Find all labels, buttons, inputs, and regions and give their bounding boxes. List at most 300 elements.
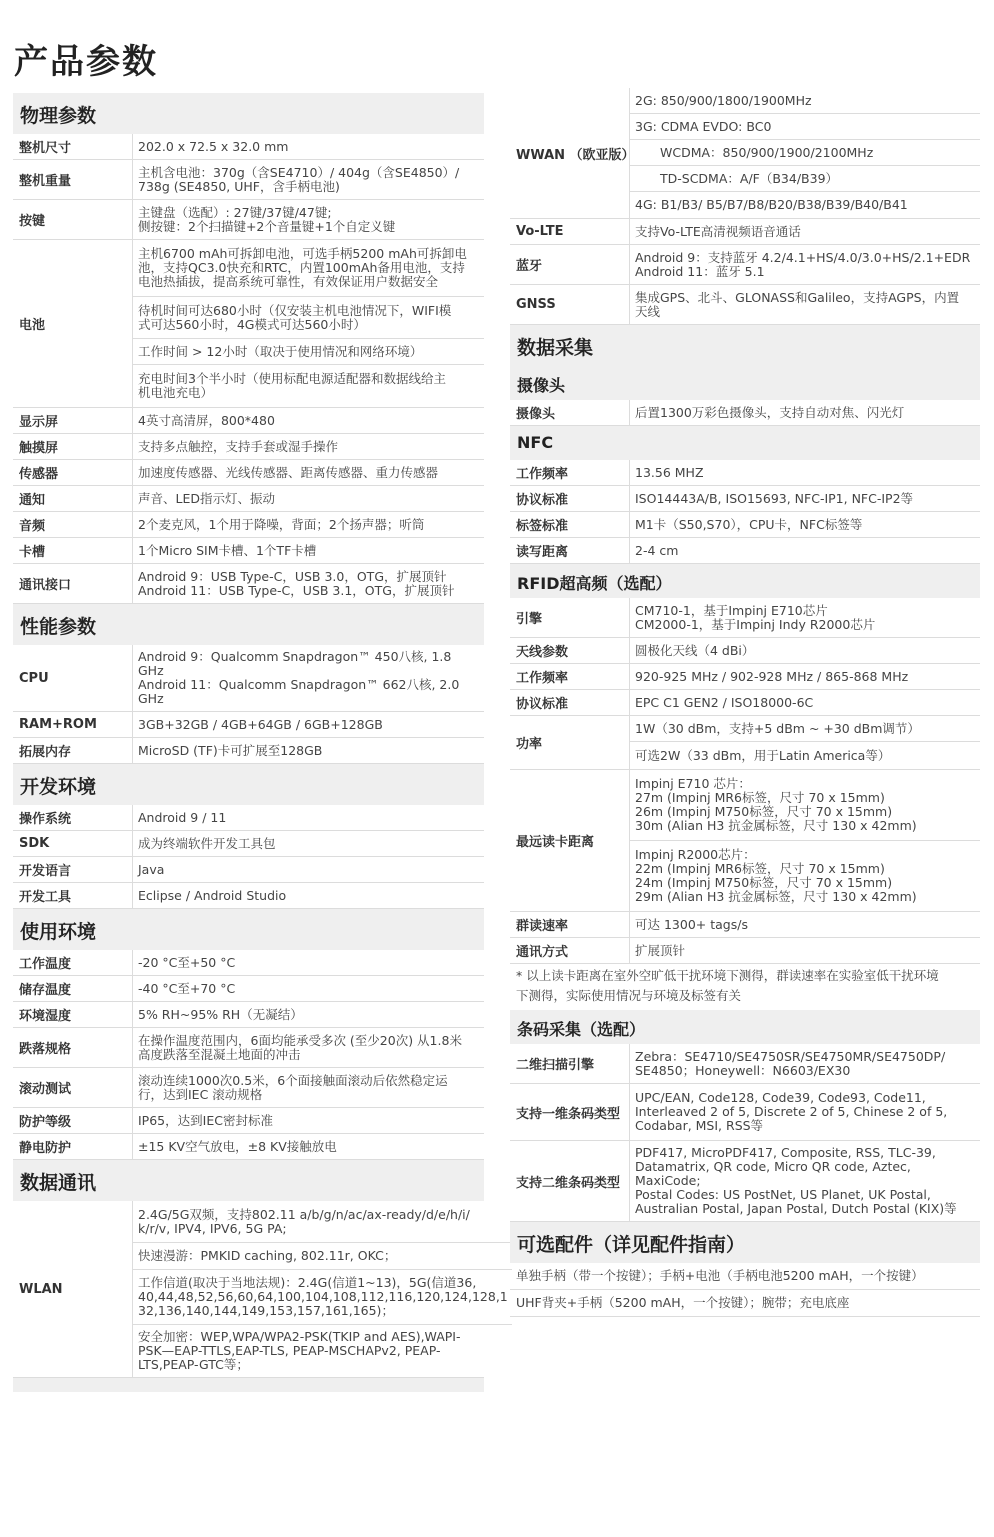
spec-value: [630, 1084, 980, 1140]
spec-value-line: 成为终端软件开发工具包: [138, 835, 276, 851]
right-column: [510, 88, 980, 1317]
spec-label: 储存温度: [13, 976, 133, 1001]
spec-label: 开发语言: [13, 857, 133, 882]
spec-values: [630, 512, 980, 537]
spec-value-line: 可达 1300+ tags/s: [635, 916, 748, 932]
spec-value: [133, 339, 484, 365]
spec-value: [630, 664, 980, 689]
spec-value: [133, 460, 484, 485]
spec-value: [133, 976, 484, 1001]
spec-values: [630, 598, 980, 637]
footnote: [510, 964, 980, 1010]
spec-row: [13, 1068, 484, 1108]
spec-values: [630, 245, 980, 284]
spec-value-line: PDF417, MicroPDF417, Composite, RSS, TLC-39,: [635, 1145, 936, 1160]
section-title: 数据通讯: [13, 1160, 484, 1201]
spec-label: 防护等级: [13, 1108, 133, 1133]
spec-value: [630, 538, 980, 563]
spec-row: [510, 285, 980, 325]
spec-label: 功率: [510, 716, 630, 769]
spec-value-line: Impinj E710 芯片：: [635, 776, 751, 791]
spec-row: [13, 538, 484, 564]
spec-value: [133, 538, 484, 563]
spec-row: [13, 134, 484, 160]
spec-value: [133, 297, 484, 339]
spec-values: [630, 400, 980, 425]
spec-value-line: 快速漫游：PMKID caching, 802.11r, OKC；: [138, 1248, 397, 1263]
spec-value-line: WCDMA：850/900/1900/2100MHz: [660, 144, 874, 160]
spec-values: [133, 564, 484, 603]
spec-value-line: ISO14443A/B, ISO15693, NFC-IP1, NFC-IP2等: [635, 490, 914, 506]
spec-value-line: Impinj R2000芯片：: [635, 847, 756, 862]
spec-value: [133, 1028, 484, 1067]
spec-row: [13, 408, 484, 434]
spec-row: [13, 950, 484, 976]
spec-value-line: 1W（30 dBm，支持+5 dBm ~ +30 dBm调节）: [635, 720, 920, 736]
section-title: 可选配件（详见配件指南）: [510, 1222, 980, 1263]
spec-row: [13, 512, 484, 538]
spec-row: [510, 512, 980, 538]
spec-value-line: 安全加密：WEP,WPA/WPA2-PSK(TKIP and AES),WAPI-: [138, 1329, 461, 1344]
spec-label: 协议标准: [510, 486, 630, 511]
spec-value-line: 侧按键：2个扫描键+2个音量键+1个自定义键: [138, 218, 396, 234]
spec-label: 环境湿度: [13, 1002, 133, 1027]
spec-value: [133, 831, 484, 856]
spec-row: [510, 538, 980, 564]
spec-value-line: 22m (Impinj MR6标签，尺寸 70 x 15mm): [635, 861, 885, 876]
spec-value: [133, 1068, 484, 1107]
spec-label: GNSS: [510, 285, 630, 324]
spec-value: [630, 245, 980, 284]
spec-values: [133, 1134, 484, 1159]
spec-value-line: Interleaved 2 of 5, Discrete 2 of 5, Chinese 2 of 5,: [635, 1104, 948, 1119]
spec-value-line: 在操作温度范围内，6面均能承受多次 (至少20次) 从1.8米: [138, 1032, 462, 1048]
spec-value-line: 24m (Impinj M750标签，尺寸 70 x 15mm): [635, 875, 893, 890]
spec-label: 拓展内存: [13, 738, 133, 763]
spec-value: [133, 805, 484, 830]
spec-value-line: IP65，达到IEC密封标准: [138, 1112, 273, 1128]
spec-value: [133, 1134, 484, 1159]
spec-values: [630, 460, 980, 485]
spec-value: [133, 950, 484, 975]
spec-value: [630, 460, 980, 485]
footnote-line: * 以上读卡距离在室外空旷低干扰环境下测得，群读速率在实验室低干扰环境: [516, 968, 939, 983]
spec-row: [13, 200, 484, 240]
spec-values: [133, 738, 484, 763]
spec-values: [630, 716, 980, 769]
spec-row: [510, 1141, 980, 1222]
spec-row: [510, 770, 980, 912]
spec-row: [510, 400, 980, 426]
spec-value-line: 式可达560小时，4G模式可达560小时）: [138, 316, 366, 332]
spec-value: [133, 1108, 484, 1133]
spec-values: [133, 512, 484, 537]
spec-value: [630, 742, 980, 769]
spec-value: [133, 160, 484, 199]
spec-row: [13, 160, 484, 200]
spec-value-line: 29m (Alian H3 抗金属标签，尺寸 130 x 42mm): [635, 889, 917, 904]
spec-label: 天线参数: [510, 638, 630, 663]
spec-row: [510, 219, 980, 245]
spec-value-line: Android 11：USB Type-C，USB 3.1，OTG，扩展顶针: [138, 582, 455, 598]
section-title: 使用环境: [13, 909, 484, 950]
spec-value-line: SE4850；Honeywell：N6603/EX30: [635, 1062, 851, 1078]
spec-label: Vo-LTE: [510, 219, 630, 244]
spec-value-line: Java: [138, 861, 165, 877]
spec-value-line: 加速度传感器、光线传感器、距离传感器、重力传感器: [138, 464, 439, 480]
spec-value-line: 13.56 MHZ: [635, 464, 704, 480]
spec-row: [13, 1028, 484, 1068]
spec-value: [630, 1044, 980, 1083]
spec-row: [510, 598, 980, 638]
spec-value-line: 待机时间可达680小时（仅安装主机电池情况下，WIFI模: [138, 302, 452, 318]
spec-row: [13, 738, 484, 764]
spec-value-line: LTS,PEAP-GTC等；: [138, 1357, 249, 1372]
spec-row: [13, 564, 484, 604]
spec-value-line: 27m (Impinj MR6标签，尺寸 70 x 15mm): [635, 790, 885, 805]
spec-value-line: Codabar, MSI, RSS等: [635, 1118, 764, 1133]
spec-label: 通讯方式: [510, 938, 630, 963]
spec-value-line: 高度跌落至混凝土地面的冲击: [138, 1046, 301, 1062]
accessory-item: 单独手柄（带一个按键）；手柄+电池（手柄电池5200 mAH，一个按键）: [510, 1263, 980, 1290]
spec-value-line: 支持多点触控，支持手套或湿手操作: [138, 438, 339, 454]
accessory-item: UHF背夹+手柄（5200 mAH，一个按键）；腕带；充电底座: [510, 1290, 980, 1317]
spec-value: [630, 716, 980, 742]
spec-row: [510, 664, 980, 690]
spec-value: [630, 166, 980, 192]
spec-label: 卡槽: [13, 538, 133, 563]
spec-label: CPU: [13, 645, 133, 711]
spec-label: 蓝牙: [510, 245, 630, 284]
spec-value-line: EPC C1 GEN2 / ISO18000-6C: [635, 694, 814, 710]
section-title: 数据采集: [510, 325, 980, 366]
spec-value-line: 3G: CDMA EVDO: BC0: [635, 118, 772, 134]
spec-value-line: 4英寸高清屏，800*480: [138, 412, 275, 428]
spec-value-line: 主键盘（选配）: 27键/37键/47键;: [138, 204, 332, 220]
spec-values: [133, 486, 484, 511]
spec-value-line: TD-SCDMA：A/F（B34/B39）: [660, 170, 839, 186]
spec-value: [630, 690, 980, 715]
spec-label: 通讯接口: [13, 564, 133, 603]
spec-value-line: Datamatrix, QR code, Micro QR code, Aztec, MaxiCode;: [635, 1159, 911, 1188]
spec-value: [133, 512, 484, 537]
spec-value: [133, 738, 484, 763]
spec-value-line: 声音、LED指示灯、振动: [138, 490, 275, 506]
spec-value: [630, 114, 980, 140]
spec-values: [133, 1002, 484, 1027]
section-footer-bar: [13, 1378, 484, 1392]
spec-value-line: 1个Micro SIM卡槽、1个TF卡槽: [138, 542, 317, 558]
spec-value: [630, 1141, 980, 1221]
spec-value-line: 32,136,140,144,149,153,157,161,165)；: [138, 1303, 394, 1318]
spec-value-line: 机电池充电）: [138, 385, 214, 400]
spec-values: [133, 645, 484, 711]
spec-row: [13, 486, 484, 512]
spec-value: [630, 598, 980, 637]
spec-label: 开发工具: [13, 883, 133, 908]
spec-values: [133, 538, 484, 563]
spec-value-line: 行，达到IEC 滚动规格: [138, 1086, 263, 1102]
spec-label: 二维扫描引擎: [510, 1044, 630, 1083]
spec-value-line: 电池热插拔，提高系统可靠性，有效保证用户数据安全: [138, 274, 439, 289]
spec-value: [630, 486, 980, 511]
spec-row: [510, 486, 980, 512]
spec-values: [133, 950, 484, 975]
spec-value: [133, 857, 484, 882]
spec-values: [133, 460, 484, 485]
spec-values: [133, 434, 484, 459]
spec-values: [133, 408, 484, 433]
spec-value-line: -20 °C至+50 °C: [138, 954, 236, 970]
footnote-line: 下测得，实际使用情况与环境及标签有关: [516, 988, 742, 1003]
spec-value: [133, 645, 484, 711]
spec-values: [133, 1201, 512, 1377]
spec-values: [133, 831, 484, 856]
spec-value: [133, 1002, 484, 1027]
spec-value: [630, 285, 980, 324]
spec-value: [133, 434, 484, 459]
spec-value-line: Android 11：蓝牙 5.1: [635, 263, 765, 279]
spec-label: WWAN （欧亚版）: [510, 88, 630, 218]
spec-value-line: 40,44,48,52,56,60,64,100,104,108,112,116,120,124,128,1: [138, 1289, 508, 1304]
spec-value: [133, 200, 484, 239]
spec-label: 支持二维条码类型: [510, 1141, 630, 1221]
spec-values: [133, 160, 484, 199]
spec-value-line: M1卡（S50,S70），CPU卡，NFC标签等: [635, 516, 863, 532]
spec-value-line: 可选2W（33 dBm，用于Latin America等）: [635, 747, 891, 763]
spec-value: [133, 1201, 512, 1243]
spec-label: 标签标准: [510, 512, 630, 537]
spec-label: 支持一维条码类型: [510, 1084, 630, 1140]
spec-label: 引擎: [510, 598, 630, 637]
spec-value-line: 主机6700 mAh可拆卸电池，可选手柄5200 mAh可拆卸电: [138, 246, 467, 261]
spec-row: [510, 1044, 980, 1084]
spec-values: [630, 88, 980, 218]
spec-values: [630, 486, 980, 511]
spec-value-line: 2.4G/5G双频，支持802.11 a/b/g/n/ac/ax-ready/d/e/h/i/: [138, 1206, 470, 1222]
spec-value-line: 支持Vo-LTE高清视频语音通话: [635, 223, 801, 239]
spec-value: [630, 400, 980, 425]
spec-label: 整机重量: [13, 160, 133, 199]
spec-value: [630, 512, 980, 537]
spec-row: [13, 240, 484, 408]
spec-value-line: 3GB+32GB / 4GB+64GB / 6GB+128GB: [138, 716, 383, 732]
section-title: 摄像头: [510, 366, 980, 400]
spec-value-line: Eclipse / Android Studio: [138, 887, 287, 903]
spec-value: [133, 365, 484, 407]
spec-value: [630, 192, 980, 218]
spec-value-line: 920-925 MHz / 902-928 MHz / 865-868 MHz: [635, 668, 909, 684]
spec-value-line: 池，支持QC3.0快充和RTC，内置100mAh备用电池，支持: [138, 260, 465, 275]
spec-value: [630, 219, 980, 244]
spec-values: [133, 1068, 484, 1107]
spec-label: 跌落规格: [13, 1028, 133, 1067]
spec-row: [510, 88, 980, 219]
spec-label: 最远读卡距离: [510, 770, 630, 911]
spec-label: 摄像头: [510, 400, 630, 425]
spec-row: [13, 831, 484, 857]
spec-values: [630, 1141, 980, 1221]
spec-value: [630, 88, 980, 114]
spec-values: [133, 134, 484, 159]
spec-value-line: 后置1300万彩色摄像头，支持自动对焦、闪光灯: [635, 404, 905, 420]
section-title: RFID超高频（选配）: [510, 564, 980, 598]
spec-values: [630, 285, 980, 324]
spec-value: [133, 408, 484, 433]
spec-value-line: 26m (Impinj M750标签，尺寸 70 x 15mm): [635, 804, 893, 819]
spec-row: [13, 1002, 484, 1028]
section-title: 开发环境: [13, 764, 484, 805]
spec-value: [133, 486, 484, 511]
spec-values: [630, 912, 980, 937]
spec-row: [13, 1108, 484, 1134]
spec-value-line: Android 9 / 11: [138, 809, 227, 825]
spec-row: [510, 716, 980, 770]
spec-label: WLAN: [13, 1201, 133, 1377]
spec-values: [133, 857, 484, 882]
spec-row: [13, 1134, 484, 1160]
spec-row: [510, 690, 980, 716]
spec-values: [133, 240, 484, 407]
spec-value: [630, 938, 980, 963]
spec-values: [630, 690, 980, 715]
spec-value: [630, 638, 980, 663]
left-column: [13, 93, 508, 1392]
spec-row: [13, 883, 484, 909]
spec-label: 触摸屏: [13, 434, 133, 459]
spec-values: [630, 638, 980, 663]
spec-label: 操作系统: [13, 805, 133, 830]
spec-label: 传感器: [13, 460, 133, 485]
spec-label: 通知: [13, 486, 133, 511]
spec-row: [13, 645, 484, 712]
spec-row: [13, 857, 484, 883]
spec-row: [13, 460, 484, 486]
spec-value-line: Android 9：支持蓝牙 4.2/4.1+HS/4.0/3.0+HS/2.1+EDR: [635, 249, 971, 265]
spec-value-line: MicroSD (TF)卡可扩展至128GB: [138, 742, 323, 758]
spec-values: [133, 883, 484, 908]
spec-value-line: 滚动连续1000次0.5米，6个面接触面滚动后依然稳定运: [138, 1072, 448, 1088]
spec-value-line: Android 11：Qualcomm Snapdragon™ 662八核, 2.0 GHz: [138, 677, 460, 706]
section-title: 条码采集（选配）: [510, 1010, 980, 1044]
spec-value: [133, 883, 484, 908]
spec-row: [510, 245, 980, 285]
spec-values: [630, 1084, 980, 1140]
spec-value: [133, 134, 484, 159]
section-title: 物理参数: [13, 93, 484, 134]
spec-values: [133, 805, 484, 830]
spec-value-line: 扩展顶针: [635, 942, 686, 958]
spec-values: [133, 200, 484, 239]
spec-row: [13, 976, 484, 1002]
spec-value-line: Zebra：SE4710/SE4750SR/SE4750MR/SE4750DP/: [635, 1048, 946, 1064]
spec-value-line: 30m (Alian H3 抗金属标签，尺寸 130 x 42mm): [635, 818, 917, 833]
spec-value: [133, 564, 484, 603]
spec-label: 读写距离: [510, 538, 630, 563]
spec-value-line: UPC/EAN, Code128, Code39, Code93, Code11,: [635, 1090, 926, 1105]
spec-label: 静电防护: [13, 1134, 133, 1159]
spec-value-line: 2G: 850/900/1800/1900MHz: [635, 92, 812, 108]
spec-label: 工作温度: [13, 950, 133, 975]
spec-value-line: 工作信道(取决于当地法规)：2.4G(信道1~13)，5G(信道36,: [138, 1275, 477, 1290]
section-title: 性能参数: [13, 604, 484, 645]
spec-value: [630, 841, 980, 911]
spec-label: 显示屏: [13, 408, 133, 433]
spec-values: [630, 538, 980, 563]
spec-label: 电池: [13, 240, 133, 407]
spec-value-line: Android 9：Qualcomm Snapdragon™ 450八核, 1.8 GHz: [138, 649, 452, 678]
spec-value-line: 主机含电池：370g（含SE4710）/ 404g（含SE4850）/: [138, 164, 460, 180]
spec-value-line: Australian Postal, Japan Postal, Dutch Postal (KIX)等: [635, 1201, 957, 1216]
spec-value: [630, 912, 980, 937]
spec-label: 整机尺寸: [13, 134, 133, 159]
spec-label: 协议标准: [510, 690, 630, 715]
spec-values: [630, 219, 980, 244]
spec-label: RAM+ROM: [13, 712, 133, 737]
spec-row: [510, 912, 980, 938]
spec-values: [630, 1044, 980, 1083]
spec-value-line: 天线: [635, 303, 661, 319]
spec-row: [510, 638, 980, 664]
spec-label: 按键: [13, 200, 133, 239]
spec-values: [133, 712, 484, 737]
spec-label: 音频: [13, 512, 133, 537]
spec-row: [13, 805, 484, 831]
spec-value: [133, 1325, 512, 1377]
spec-value-line: -40 °C至+70 °C: [138, 980, 236, 996]
spec-value-line: 202.0 x 72.5 x 32.0 mm: [138, 138, 289, 154]
spec-value-line: 2-4 cm: [635, 542, 679, 558]
spec-row: [13, 712, 484, 738]
spec-value-line: CM710-1，基于Impinj E710芯片: [635, 602, 828, 618]
spec-row: [510, 1084, 980, 1141]
spec-value-line: 738g (SE4850, UHF，含手柄电池): [138, 178, 340, 194]
spec-values: [630, 938, 980, 963]
spec-value-line: 5% RH~95% RH（无凝结）: [138, 1006, 303, 1022]
spec-value-line: Postal Codes: US PostNet, US Planet, UK Postal,: [635, 1187, 931, 1202]
spec-value-line: ±15 KV空气放电，±8 KV接触放电: [138, 1138, 337, 1154]
spec-values: [630, 664, 980, 689]
spec-value-line: 2个麦克风，1个用于降噪，背面；2个扬声器；听筒: [138, 516, 425, 532]
spec-values: [133, 1028, 484, 1067]
spec-value: [630, 770, 980, 841]
spec-row: [13, 1201, 508, 1378]
spec-label: 工作频率: [510, 664, 630, 689]
section-title: NFC: [510, 426, 980, 460]
spec-values: [133, 976, 484, 1001]
spec-row: [13, 434, 484, 460]
spec-value: [133, 1270, 512, 1325]
spec-value: [630, 140, 980, 166]
spec-value-line: PSK—EAP-TTLS,EAP-TLS, PEAP-MSCHAPv2, PEAP-: [138, 1343, 441, 1358]
spec-value-line: 工作时间 > 12小时（取决于使用情况和网络环境）: [138, 343, 423, 359]
spec-value-line: 集成GPS、北斗、GLONASS和Galileo，支持AGPS，内置: [635, 289, 960, 305]
spec-row: [510, 460, 980, 486]
page-title: 产品参数: [14, 42, 158, 82]
spec-label: SDK: [13, 831, 133, 856]
spec-label: 群读速率: [510, 912, 630, 937]
spec-value: [133, 1243, 512, 1270]
spec-label: 滚动测试: [13, 1068, 133, 1107]
spec-value: [133, 712, 484, 737]
spec-row: [510, 938, 980, 964]
spec-value-line: k/r/v, IPV4, IPV6, 5G PA;: [138, 1220, 287, 1236]
spec-values: [133, 1108, 484, 1133]
spec-value-line: CM2000-1，基于Impinj Indy R2000芯片: [635, 616, 876, 632]
spec-value-line: 4G: B1/B3/ B5/B7/B8/B20/B38/B39/B40/B41: [635, 197, 908, 212]
spec-value-line: 圆极化天线（4 dBi）: [635, 642, 755, 658]
spec-value: [133, 240, 484, 297]
